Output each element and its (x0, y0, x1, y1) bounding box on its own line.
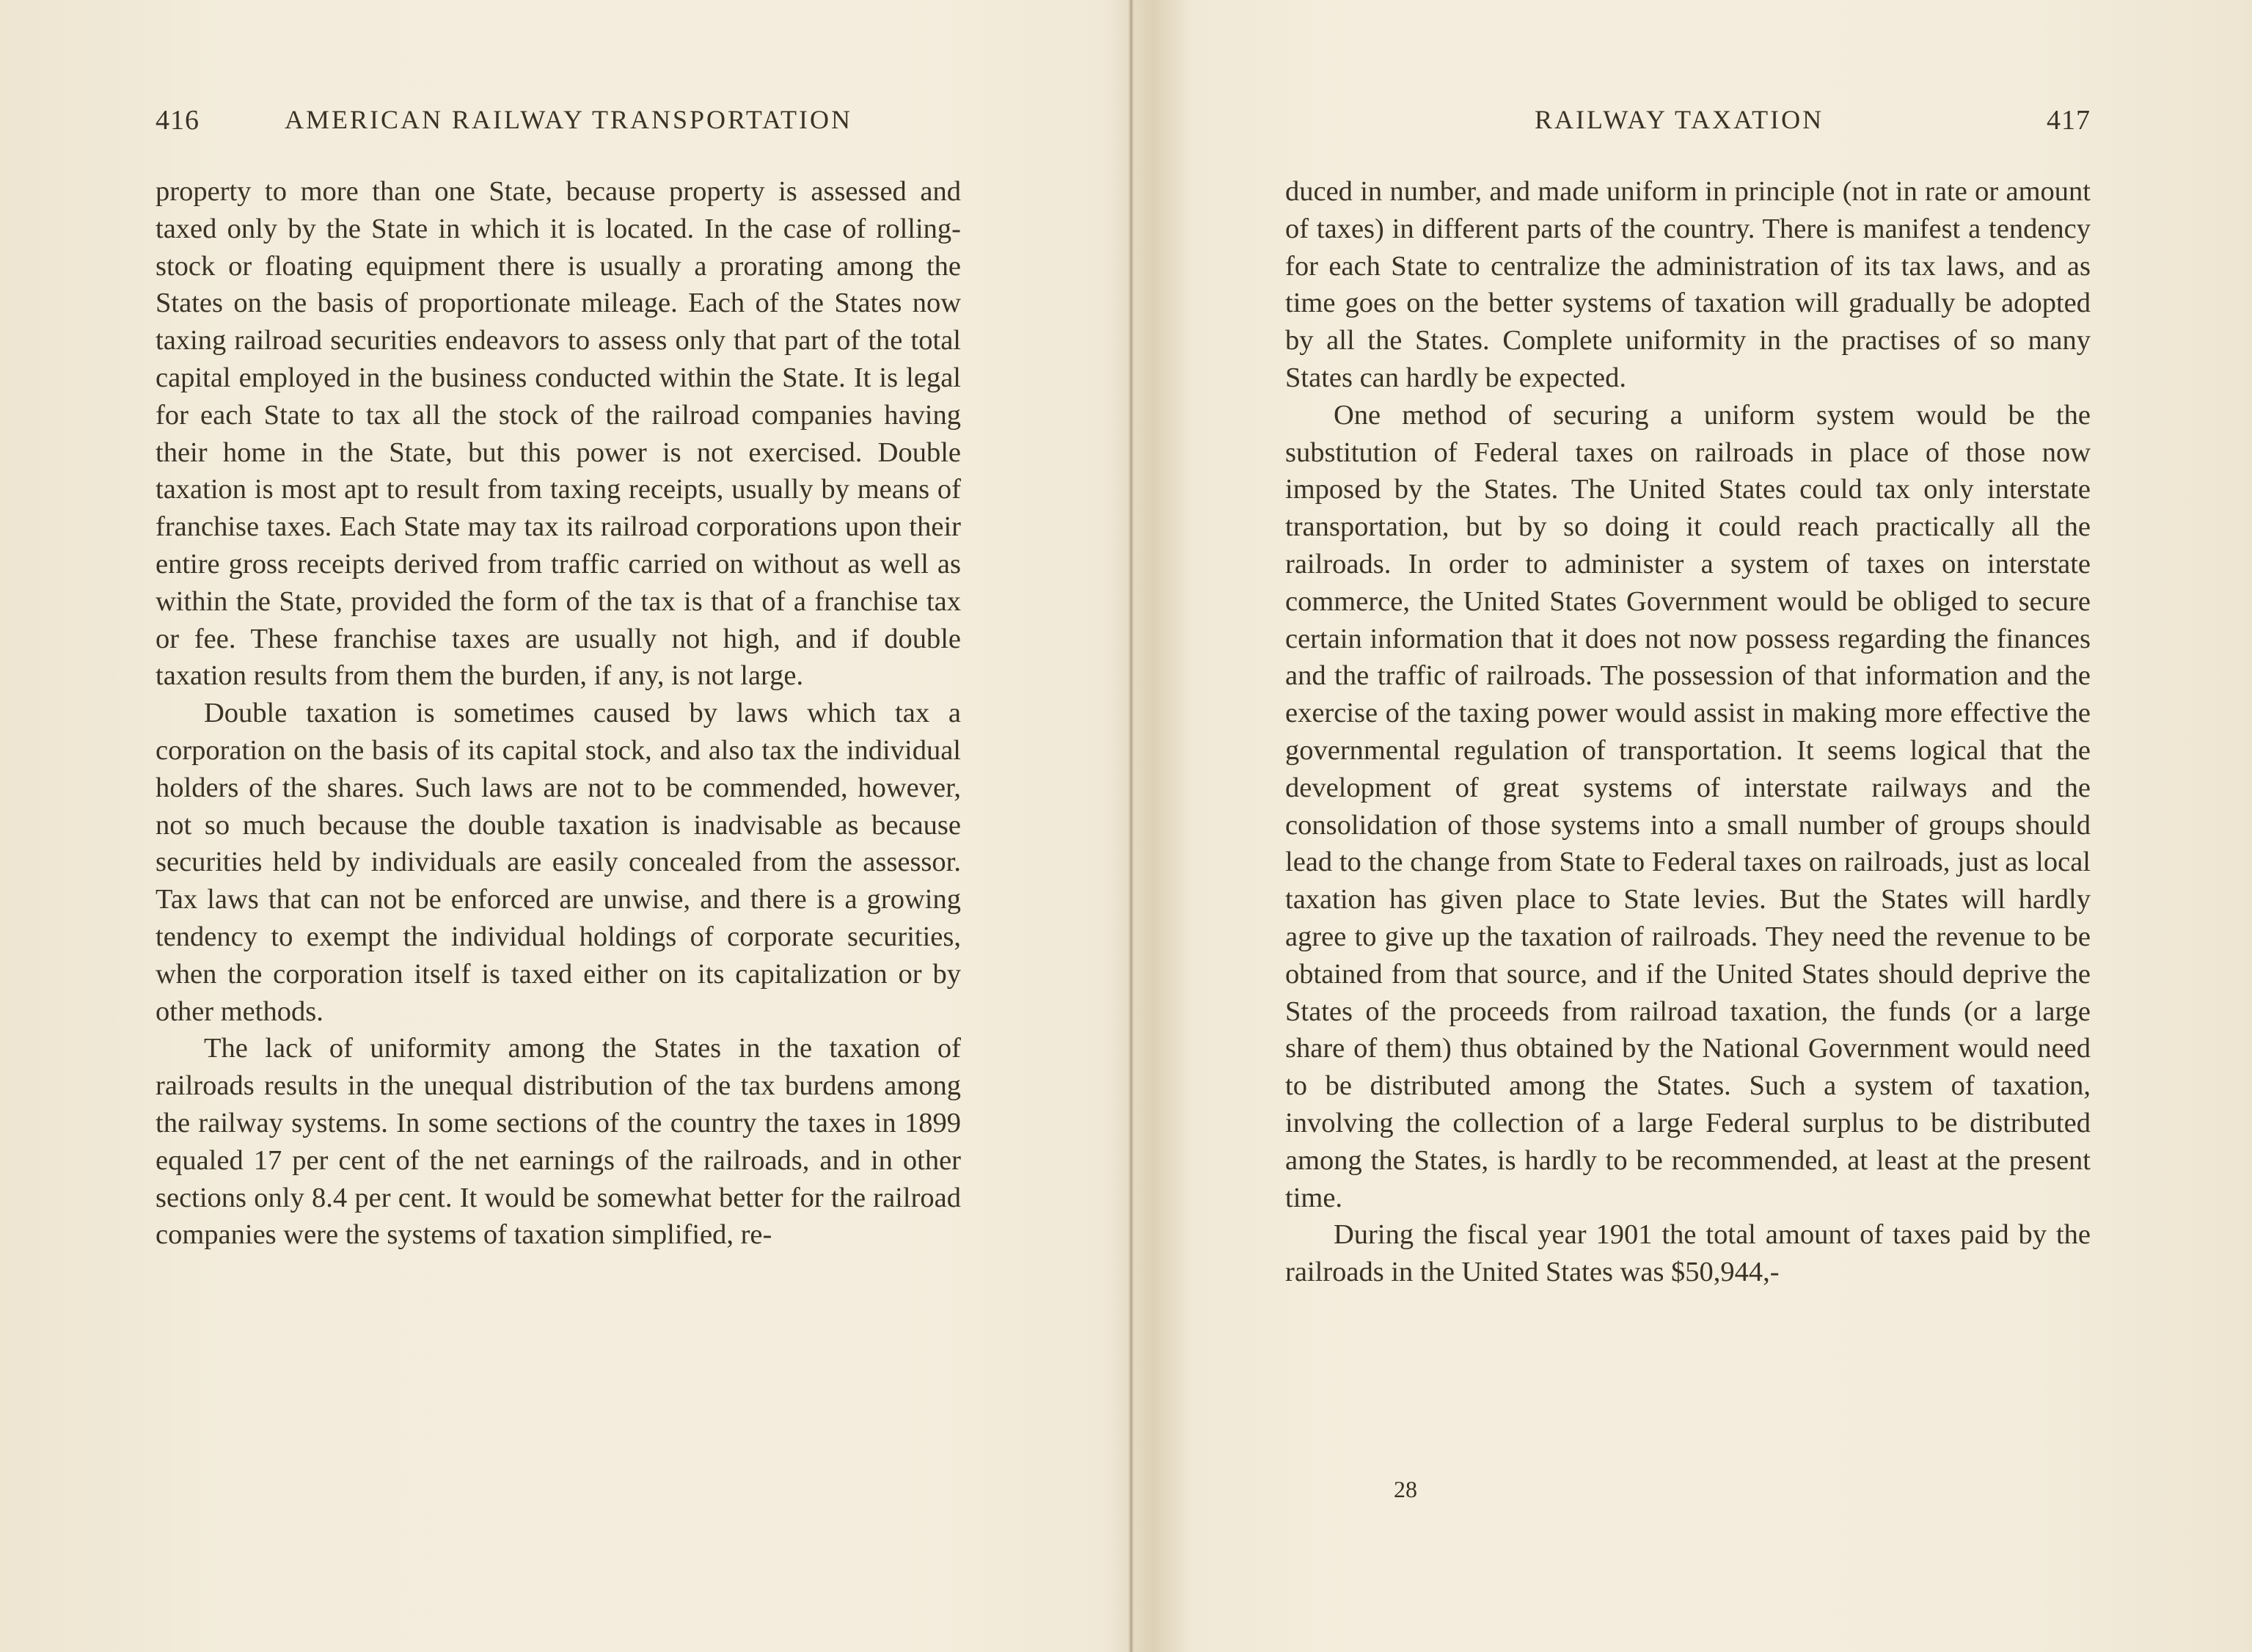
left-running-head (156, 104, 961, 141)
right-paragraph-3: During the fiscal year 1901 the total amount of taxes paid by the railroads in the United States was $50,944,- (1285, 1219, 2091, 1288)
left-body-text (156, 173, 961, 1254)
left-page-number: 416 (156, 105, 200, 136)
left-paragraph-1: property to more than one State, because property is assessed and taxed only by the State in which it is located. In the case of rolling-stock or floating equipment there is usually a prorating among the States on the basis of proportionate mileage. Each of the States now taxing railroad securities endeavors to assess only that part of the total capital employed in the business conducted within the State. It is legal for each State to tax all the stock of the railroad companies having their home in the State, but this power is not exercised. Double taxation is most apt to result from taxing receipts, usually by means of franchise taxes. Each State may tax its railroad corporations upon their entire gross receipts derived from traffic carried on without as well as within the State, provided the form of the tax is that of a franchise tax or fee. These franchise taxes are usually not high, and if double taxation results from them the burden, if any, is not large. (156, 176, 961, 692)
left-running-title: AMERICAN RAILWAY TRANSPORTATION (285, 105, 852, 134)
signature-mark: 28 (1394, 1476, 1417, 1502)
book-gutter (1128, 0, 1134, 1652)
right-paragraph-1: duced in number, and made uniform in principle (not in rate or amount of taxes) in different parts of the country. There is manifest a tendency for each State to centralize the administration of its tax laws, and as time goes on the better systems of taxation will gradually be adopted by all the States. Complete uniformity in the practises of so many States can hardly be expected. (1285, 176, 2091, 393)
left-paragraph-3: The lack of uniformity among the States in the taxation of railroads results in the unequal distribution of the tax burdens among the railway systems. In some sections of the country the taxes in 1899 equaled 17 per cent of the net earnings of the railroads, and in other sections only 8.4 per cent. It would be somewhat better for the railroad companies were the systems of taxation simplified, re- (156, 1033, 961, 1251)
right-paragraph-2: One method of securing a uniform system would be the substitution of Federal taxes on railroads in place of those now imposed by the States. The United States could tax only interstate transportation, but by so doing it could reach practically all the railroads. In order to administer a system of taxes on interstate commerce, the United States Government would be obliged to secure certain information that it does not now possess regarding the finances and the traffic of railroads. The possession of that information and the exercise of the taxing power would assist in making more effective the governmental regulation of transportation. It seems logical that the development of great systems of interstate railways and the consolidation of those systems into a small number of groups should lead to the change from State to Federal taxes on railroads, just as local taxation has given place to State levies. But the States will hardly agree to give up the taxation of railroads. They need the revenue to be obtained from that source, and if the United States should deprive the States of the proceeds from railroad taxation, the funds (or a large share of them) thus obtained by the National Government would need to be distributed among the States. Such a system of taxation, involving the collection of a large Federal surplus to be distributed among the States, is hardly to be recommended, at least at the present time. (1285, 399, 2091, 1213)
right-running-head (1285, 104, 2091, 141)
right-body-text (1285, 173, 2091, 1291)
left-paragraph-2: Double taxation is sometimes caused by laws which tax a corporation on the basis of its capital stock, and also tax the individual holders of the shares. Such laws are not to be commended, however, not so much because the double taxation is inadvisable as because securities held by individuals are easily concealed from the assessor. Tax laws that can not be enforced are unwise, and there is a growing tendency to exempt the individual holdings of corporate securities, when the corporation itself is taxed either on its capitalization or by other methods. (156, 698, 961, 1027)
right-page-number: 417 (2047, 105, 2091, 136)
right-running-title: RAILWAY TAXATION (1535, 105, 1824, 134)
